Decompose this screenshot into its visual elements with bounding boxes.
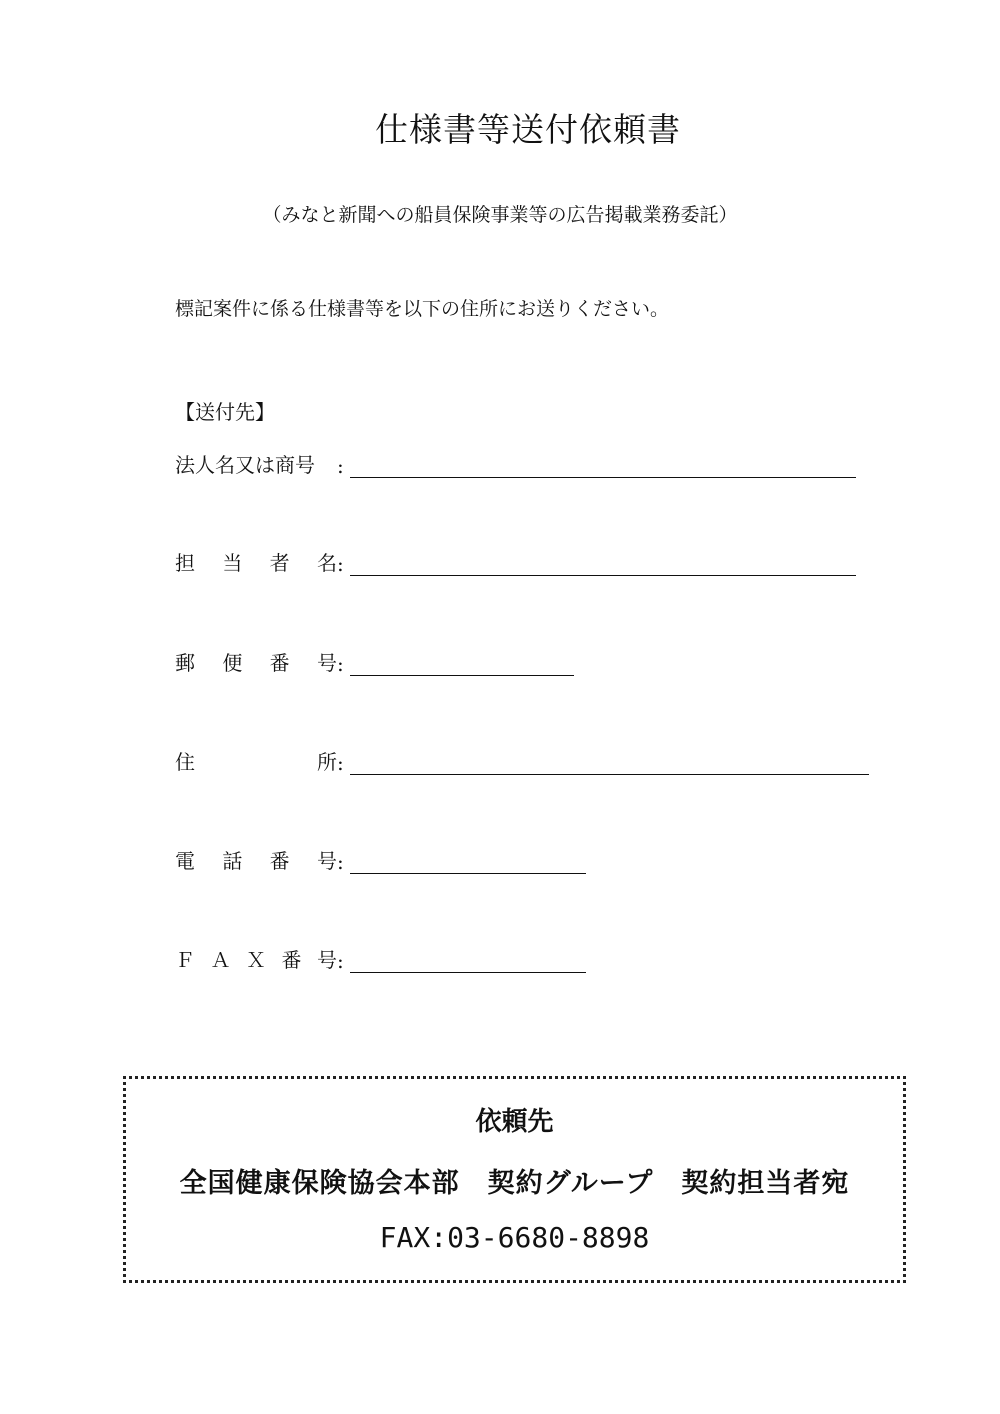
contact-person-blank[interactable] [350, 553, 856, 576]
document-subtitle: （みなと新聞への船員保険事業等の広告掲載業務委託） [262, 204, 738, 226]
field-address [175, 745, 869, 775]
field-label-char: 号 [316, 849, 337, 873]
field-label-fax-number [175, 944, 345, 973]
request-box-fax: FAX:03-6680-8898 [379, 1221, 650, 1254]
section-label-recipient: 【送付先】 [175, 400, 275, 424]
field-label-char: Ｆ [175, 948, 195, 972]
fax-number-blank[interactable] [350, 950, 586, 973]
field-colon: : [337, 454, 344, 478]
field-label-char: 話 [222, 849, 243, 873]
field-label-char: 電 [175, 849, 195, 873]
field-label-char: 当 [222, 551, 243, 575]
field-postal-code [175, 646, 574, 676]
field-colon: : [337, 949, 344, 973]
field-label-postal-code [175, 647, 345, 676]
field-label-phone-number [175, 845, 345, 874]
intro-text: 標記案件に係る仕様書等を以下の住所にお送りください。 [175, 298, 670, 320]
request-box-heading: 依頼先 [475, 1107, 554, 1137]
field-colon: : [337, 552, 344, 576]
request-box-destination: 全国健康保険協会本部 契約グループ 契約担当者宛 [179, 1168, 850, 1199]
field-contact-person [175, 546, 856, 576]
request-destination-box [123, 1076, 906, 1283]
field-colon: : [337, 652, 344, 676]
field-label-char: 者 [269, 551, 290, 575]
field-label-char: 所 [317, 750, 337, 774]
field-colon: : [337, 751, 344, 775]
field-label-char: 住 [175, 750, 195, 774]
field-label-char: 担 [175, 551, 195, 575]
field-label-char: 便 [222, 651, 243, 675]
field-fax-number [175, 943, 586, 973]
field-label-contact-person [175, 547, 345, 576]
field-label-char: 番 [269, 849, 290, 873]
field-label-company-name: 法人名又は商号 [175, 453, 315, 477]
field-label-char: Ｘ [246, 948, 266, 972]
field-phone-number [175, 844, 586, 874]
field-company-name [175, 448, 856, 478]
field-label-char: 号 [317, 948, 337, 972]
field-label-char: 号 [316, 651, 337, 675]
field-label-char: 番 [281, 948, 302, 972]
field-label-char: Ａ [210, 948, 231, 972]
company-name-blank[interactable] [350, 455, 856, 478]
field-label-char: 郵 [175, 651, 195, 675]
field-label-char: 名 [316, 551, 337, 575]
field-colon: : [337, 850, 344, 874]
document-title: 仕様書等送付依頼書 [375, 110, 681, 149]
postal-code-blank[interactable] [350, 653, 574, 676]
field-label-char: 番 [269, 651, 290, 675]
field-label-address [175, 746, 345, 775]
phone-number-blank[interactable] [350, 851, 586, 874]
address-blank[interactable] [350, 752, 869, 775]
